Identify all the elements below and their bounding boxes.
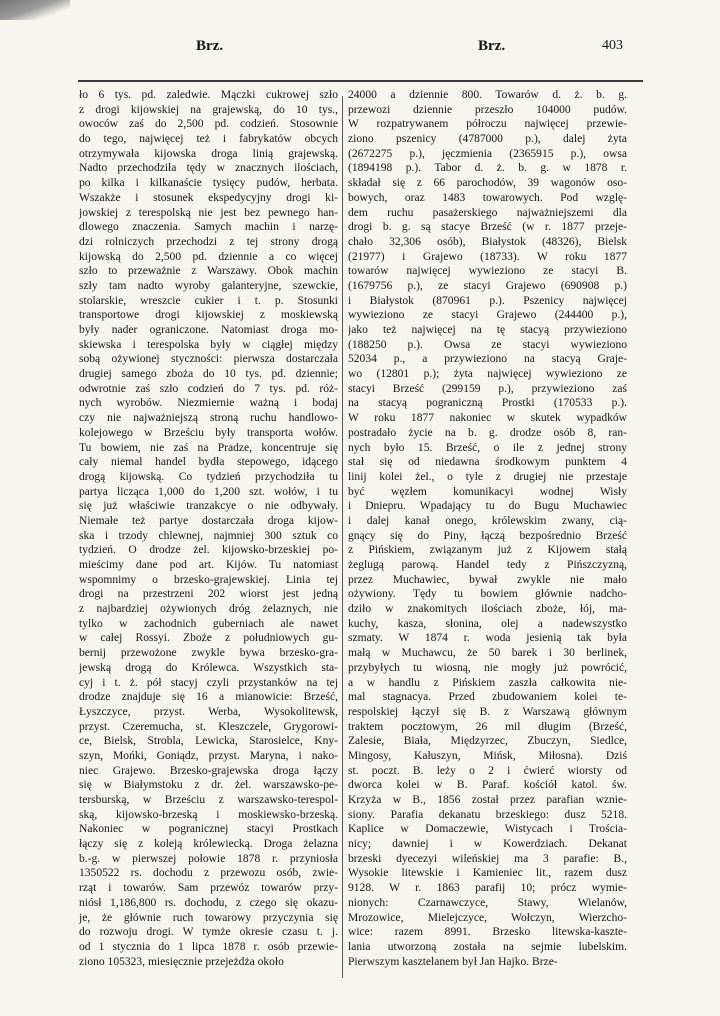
right-column-line: nych było 15. Brześć, o ile z jednej strony: [348, 441, 627, 454]
right-column-line: przewozi dziennie przeszło 104000 pudów.: [348, 103, 627, 116]
left-column-line: kolejowego w Brześciu były transporta wołów.: [79, 426, 338, 439]
right-column-line: dworca kolei w B. Paraf. kościół katol. św.: [348, 779, 627, 792]
left-column-line: ziono 105323, miesięcznie przejeżdża około: [79, 955, 284, 968]
right-column-line: przybyłych tu wiosną, nie mogły już powrócić,: [348, 661, 627, 674]
right-column-line: W rozpatrywanem półroczu najwięcej przewie-: [348, 118, 627, 131]
right-column-line: drogi b. g. są stacye Brześć (w r. 1877 przeje-: [348, 221, 627, 234]
header-right-keyword: Brz.: [478, 38, 506, 54]
right-column-line: wywieziono ze stacyi Grajewo (244400 p.),: [348, 309, 627, 322]
left-column-line: sobą ożywionej styczności: pierwsza dostarczała: [79, 353, 338, 366]
right-column-line: być węzłem komunikacyi wodnej Wisły: [348, 485, 627, 498]
left-column-line: skiewska i terespolska były w ciągłej między: [79, 338, 338, 351]
left-column-line: dlowego znaczenia. Samych machin i narzę-: [79, 221, 338, 234]
right-column-line: kuchy, kasza, słonina, olej a nadewszystko: [348, 617, 627, 630]
right-column-line: postradało życie na b. g. drodze osób 8, ran-: [348, 426, 627, 439]
right-column-line: i Dniepru. Wpadający tu do Bugu Muchawiec: [348, 500, 627, 513]
left-column-line: ło 6 tys. pd. zaledwie. Mączki cukrowej szło: [79, 89, 338, 101]
left-column-line: mieścimy dane pod art. Kijów. Tu natomiast: [79, 559, 338, 571]
right-text-column: [348, 88, 627, 969]
left-column-line: niec Grajewo. Brzesko-grajewska droga łączy: [79, 764, 338, 777]
right-column-line: nicy; dawniej i w Kowerdziach. Dekanat: [348, 838, 627, 851]
right-column-line: 9128. W r. 1863 parafij 10; prócz wymie-: [348, 882, 627, 895]
right-column-line: małą w Muchawcu, że 50 barek i 30 berlinek,: [348, 647, 627, 660]
right-column-line: na stacyą pograniczną Prostki (170533 p.).: [348, 397, 627, 410]
right-column-line: składał się z 66 parochodów, 39 wagonów oso-: [348, 177, 627, 190]
left-column-line: ce, Bielsk, Strobla, Lewicka, Starosielce, Kny-: [79, 735, 338, 748]
header-left-keyword: Brz.: [196, 38, 224, 54]
right-column-line: st. poczt. B. leży o 2 i ćwierć wiorsty od: [348, 764, 627, 777]
left-column-line: wspomnimy o brzesko-grajewskiej. Linia tej: [79, 573, 338, 586]
left-column-line: drugiej samego zboża do 10 tys. pd. dziennie;: [79, 368, 338, 381]
left-column-line: b.-g. w pierwszej połowie 1878 r. przyniosła: [79, 852, 338, 865]
left-column-line: 1350522 rs. dochodu z przewozu osób, zwie-: [79, 867, 338, 880]
left-column-line: do tego, najwięcej też i fabrykatów obcych: [79, 133, 338, 146]
right-column-line: wice: razem 8991. Brzesko litewska-kaszte-: [348, 926, 627, 939]
right-column-line: z Pińskiem, związanym już z Kijowem stałą: [348, 544, 627, 557]
right-column-line: żeglugą parową. Handel tedy z Pińszczyzną,: [348, 559, 627, 571]
right-column-line: mal stagnacya. Przed zbudowaniem kolei te-: [348, 691, 627, 704]
right-column-line: stał się od niedawna środkowym punktem 4: [348, 456, 627, 469]
left-column-line: niósł 1,186,800 rs. dochodu, z czego się okazu-: [79, 896, 338, 909]
right-column-line: siony. Parafia dekanatu brzeskiego: dusz 5218.: [348, 808, 627, 821]
left-column-line: szło to przeważnie z Warszawy. Obok machin: [79, 265, 338, 278]
left-column-line: odwrotnie zaś szło codzień do 7 tys. pd. róż-: [79, 382, 338, 395]
left-column-line: tersburską, w Brześciu z warszawsko-terespol-: [79, 794, 338, 806]
left-column-line: cyj i t. ż. pół stacyj czyli przystanków na tej: [79, 676, 338, 689]
right-column-line: (21977) i Grajewo (18733). W roku 1877: [348, 250, 627, 263]
left-column-line: przyst. Czeremucha, st. Kleszczele, Grygorowi-: [79, 720, 338, 733]
left-column-line: drogą kijowską. Co tydzień przychodziła tu: [79, 470, 338, 483]
left-column-line: się już właściwie tranzakcye o nie odbywały.: [79, 500, 338, 513]
right-column-line: nionych: Czarnawczyce, Stawy, Wielanów,: [348, 896, 627, 909]
right-column-line: i dalej kanał onego, królewskim zwany, cią-: [348, 514, 627, 527]
right-column-line: Kaplice w Domaczewie, Wistycach i Trościa-: [348, 823, 627, 836]
left-column-line: bernij przewożone zwykle bywa brzesko-gra-: [79, 647, 338, 660]
right-column-line: Mingosy, Kałuszyn, Mińsk, Miłosna). Dziś: [348, 749, 627, 762]
left-column-line: partya licząca 1,000 do 1,200 szt. wołów, i tu: [79, 485, 338, 498]
right-column-line: dem ruchu pasażerskiego najważniejszemi dla: [348, 206, 627, 219]
left-column-line: je, że głównie ruch towarowy przyczynia się: [79, 911, 338, 924]
left-column-line: Tu bowiem, nie zaś na Pradze, koncentruje się: [79, 441, 338, 454]
right-column-line: gnący się do Piny, łączą bezpośrednio Brześć: [348, 529, 627, 542]
right-column-line: traktem pocztowym, 26 mil długim (Brześć,: [348, 720, 627, 733]
left-column-line: kijowską do 2,500 pd. dziennie a co więcej: [79, 250, 338, 263]
right-column-line: a w handlu z Pińskiem zaszła całkowita nie-: [348, 676, 627, 689]
left-column-line: łączy się z koleją królewiecką. Droga żelazna: [79, 838, 338, 851]
left-column-line: ską, kijowsko-brzeską i moskiewsko-brzeską.: [79, 808, 338, 821]
left-column-line: Wszakże i stosunek ekspedycyjny drogi ki-: [79, 191, 338, 204]
left-column-line: Łyszczyce, przyst. Werba, Wysokolitewsk,: [79, 705, 338, 718]
right-column-line: jako też najwięcej na tę stacyą przywieziono: [348, 324, 627, 336]
left-column-line: w całej Rossyi. Zboże z południowych gu-: [79, 632, 338, 645]
right-column-line: chało 32,306 osób), Białystok (48326), Bielsk: [348, 235, 627, 248]
right-column-line: (1679756 p.), ze stacyi Grajewo (690908 p.): [348, 279, 627, 292]
left-column-line: były nader ograniczone. Natomiast droga mo-: [79, 324, 338, 336]
page-number: 403: [602, 38, 623, 53]
left-column-line: otrzymywała kijowska droga linią grajewską.: [79, 147, 338, 160]
right-column-line: dziło w znakomitych ilościach zboże, łój, ma-: [348, 603, 627, 616]
right-column-line: respolskiej łączył się B. z Warszawą głównym: [348, 705, 627, 718]
left-column-line: jewską drogą do Królewca. Wszystkich sta-: [79, 661, 338, 674]
left-column-line: szyn, Mońki, Goniądz, przyst. Maryna, i nako-: [79, 749, 338, 762]
right-column-line: 24000 a dziennie 800. Towarów d. ż. b. g.: [348, 89, 627, 101]
left-column-line: nych wyrobów. Niezmiernie ważną i bodaj: [79, 397, 338, 410]
right-column-line: bowych, oraz 1483 towarowych. Pod wzglę-: [348, 191, 627, 204]
right-column-line: Zalesie, Biała, Międzyrzec, Zbuczyn, Siedlce,: [348, 735, 627, 748]
left-column-line: drogi na przestrzeni 202 wiorst jest jedną: [79, 588, 338, 601]
left-column-line: po kilka i kilkanaście tysięcy pudów, herbata.: [79, 177, 338, 190]
left-column-line: z drogi kijowskiej na grajewską, do 10 tys.,: [79, 103, 338, 116]
right-column-line: i Białystok (870961 p.). Pszenicy najwięcej: [348, 294, 627, 307]
right-column-line: szmaty. W 1874 r. woda jesienią tak była: [348, 632, 627, 645]
left-column-line: szły tam nadto wyroby galanteryjne, szewckie,: [79, 279, 338, 292]
left-column-line: od 1 stycznia do 1 lipca 1878 r. osób przewie-: [79, 940, 338, 953]
right-column-line: (2672275 p.), jęczmienia (2365915 p.), owsa: [348, 147, 627, 160]
column-divider: [342, 96, 343, 978]
right-column-line: Krzyża w B., 1856 został przez parafian wznie-: [348, 794, 627, 806]
right-column-line: stacyi Brześć (299159 p.), przywieziono zaś: [348, 382, 627, 395]
right-column-line: ziono pszenicy (4787000 p.), dalej żyta: [348, 133, 627, 146]
scan-shadow: [0, 0, 70, 20]
right-column-line: towarów najwięcej wywieziono ze stacyi B.: [348, 265, 627, 278]
left-column-line: Niemałe też partye dostarczała droga kijow-: [79, 514, 338, 527]
right-column-line: (1894198 p.). Tabor d. ż. b. g. w 1878 r.: [348, 162, 627, 175]
left-column-line: transportowe drogi kijowskiej z moskiewską: [79, 309, 338, 322]
header-rule: [78, 80, 643, 82]
left-column-line: tylko w zachodnich guberniach ale nawet: [79, 617, 338, 630]
right-column-line: brzeski dyecezyi wileńskiej ma 3 parafie: B.,: [348, 852, 627, 865]
left-column-line: się w Białymstoku z dr. żel. warszawsko-pe-: [79, 779, 338, 792]
left-column-line: czy nie najważniejszą stroną ruchu handlowo-: [79, 412, 338, 425]
right-column-line: (188250 p.). Owsa ze stacyi wywieziono: [348, 338, 627, 351]
left-column-line: z najbardziej ożywionych dróg żelaznych, nie: [79, 603, 338, 616]
left-column-line: rząt i towarów. Sam przewóz towarów przy-: [79, 882, 338, 895]
right-column-line: przez Muchawiec, bywał zwykle nie mało: [348, 573, 627, 586]
right-column-line: W roku 1877 nakoniec w skutek wypadków: [348, 412, 627, 425]
right-column-line: linij kolei żel., o tyle z drugiej nie przestaje: [348, 470, 627, 483]
left-column-line: ska i trzody chlewnej, najmniej 300 sztuk co: [79, 529, 338, 542]
right-column-line: ożywiony. Tędy tu bowiem głównie nadcho-: [348, 588, 627, 601]
left-column-line: cały niemal handel bydła stepowego, idącego: [79, 456, 338, 469]
left-column-line: do rozwoju drogi. W tymże okresie czasu t. j.: [79, 926, 338, 939]
left-column-line: drodze znajduje się 16 a mianowicie: Brześć,: [79, 691, 338, 704]
right-column-line: Pierwszym kasztelanem był Jan Hajko. Brze-: [348, 955, 558, 968]
left-text-column: [79, 88, 338, 969]
left-column-line: jowskiej z terespolską nie jest bez pewnego han-: [79, 206, 338, 219]
right-column-line: lania utworzoną została na sejmie lubelskim.: [348, 940, 627, 953]
left-column-line: Nakoniec w pogranicznej stacyi Prostkach: [79, 823, 338, 836]
right-column-line: wo (12801 p.); żyta najwięcej wywieziono ze: [348, 368, 627, 381]
left-column-line: stolarskie, wreszcie cukier i t. p. Stosunki: [79, 294, 338, 307]
right-column-line: 52034 p., a przywieziono na stacyą Graje-: [348, 353, 627, 366]
right-column-line: Wysokie litewskie i Kamieniec lit., razem dusz: [348, 867, 627, 880]
left-column-line: Nadto przechodziła tędy w znacznych ilościach,: [79, 162, 338, 175]
right-column-line: Mrozowice, Mielejczyce, Wołczyn, Wierzcho-: [348, 911, 627, 924]
left-column-line: owoców zaś do 2,500 pd. codzień. Stosownie: [79, 118, 338, 131]
left-column-line: tydzień. O drodze żel. kijowsko-brzeskiej po-: [79, 544, 338, 557]
left-column-line: dzi rolniczych przechodzi z tej strony drogą: [79, 235, 338, 248]
